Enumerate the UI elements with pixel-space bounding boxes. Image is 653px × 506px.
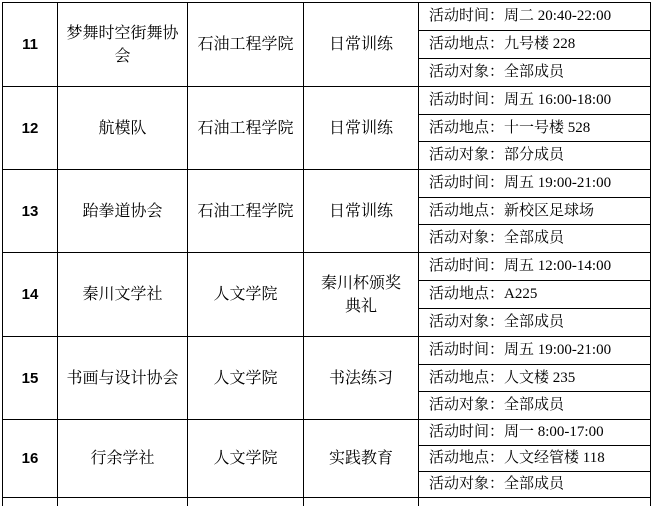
activity-place-label: 活动地点： bbox=[429, 286, 505, 302]
activity-time-label: 活动时间： bbox=[429, 8, 505, 24]
activity-target-value: 部分成员 bbox=[504, 147, 565, 164]
activity-place-row bbox=[419, 31, 650, 59]
activity-place-value: 新校区足球场 bbox=[504, 202, 595, 219]
activity-target-row bbox=[419, 142, 650, 169]
table-row bbox=[3, 3, 651, 87]
activity-details bbox=[419, 3, 651, 87]
activity-time-label: 活动时间： bbox=[429, 424, 505, 440]
activity-place-label: 活动地点： bbox=[429, 369, 505, 386]
activity-place-row bbox=[419, 365, 650, 393]
activity-target-row bbox=[419, 59, 650, 86]
activity-type: 秦川杯颁奖典礼 bbox=[304, 253, 419, 337]
table-row bbox=[3, 253, 651, 337]
table-row-partial bbox=[3, 498, 651, 506]
college-name: 石油工程学院 bbox=[188, 87, 304, 170]
activity-time-value: 周五 16:00-18:00 bbox=[504, 91, 612, 108]
activity-place-label: 活动地点： bbox=[429, 119, 505, 136]
activity-time-label: 活动时间： bbox=[429, 341, 505, 358]
activity-type: 日常训练 bbox=[304, 3, 419, 87]
activity-time-value: 周二 20:40-22:00 bbox=[504, 8, 612, 24]
activity-place-label: 活动地点： bbox=[429, 202, 505, 219]
activity-place-label: 活动地点： bbox=[429, 36, 505, 52]
college-name: 人文学院 bbox=[188, 253, 304, 337]
activity-details bbox=[419, 170, 651, 253]
row-number: 15 bbox=[3, 337, 58, 420]
activity-place-value: 十一号楼 528 bbox=[504, 119, 591, 136]
activity-time-label: 活动时间： bbox=[429, 91, 505, 108]
club-name: 跆拳道协会 bbox=[58, 170, 188, 253]
activity-target-label: 活动对象： bbox=[429, 314, 505, 330]
activity-details bbox=[419, 87, 651, 170]
activity-type: 日常训练 bbox=[304, 87, 419, 170]
activity-type: 日常训练 bbox=[304, 170, 419, 253]
activity-target-row bbox=[419, 225, 650, 252]
activity-details bbox=[419, 420, 651, 498]
activity-place-value: 九号楼 228 bbox=[504, 36, 576, 52]
activity-time-value: 周五 19:00-21:00 bbox=[504, 174, 612, 191]
club-name: 梦舞时空街舞协会 bbox=[58, 3, 188, 87]
row-number: 14 bbox=[3, 253, 58, 337]
activity-target-label: 活动对象： bbox=[429, 476, 505, 492]
activity-place-label: 活动地点： bbox=[429, 450, 505, 466]
club-name: 行余学社 bbox=[58, 420, 188, 498]
activity-time-value: 周一 8:00-17:00 bbox=[504, 424, 604, 440]
activity-time-row bbox=[419, 253, 650, 281]
activity-time-row bbox=[419, 337, 650, 365]
activity-time-row bbox=[419, 170, 650, 198]
table-row bbox=[3, 170, 651, 253]
activity-time-label: 活动时间： bbox=[429, 258, 505, 274]
activity-target-label: 活动对象： bbox=[429, 397, 505, 414]
activity-target-value: 全部成员 bbox=[504, 64, 565, 80]
table-row bbox=[3, 337, 651, 420]
activity-place-row bbox=[419, 446, 650, 472]
activity-time-value: 周五 12:00-14:00 bbox=[504, 258, 612, 274]
activity-place-row bbox=[419, 115, 650, 143]
college-name: 人文学院 bbox=[188, 337, 304, 420]
activity-target-row bbox=[419, 309, 650, 336]
row-number: 11 bbox=[3, 3, 58, 87]
activity-time-row bbox=[419, 3, 650, 31]
table-row bbox=[3, 420, 651, 498]
activity-place-value: 人文经管楼 118 bbox=[504, 450, 605, 466]
table-row bbox=[3, 87, 651, 170]
activity-target-value: 全部成员 bbox=[504, 230, 565, 247]
activity-target-row bbox=[419, 472, 650, 497]
activity-place-row bbox=[419, 198, 650, 226]
activity-place-row bbox=[419, 281, 650, 309]
row-number: 12 bbox=[3, 87, 58, 170]
club-activity-table bbox=[2, 2, 651, 506]
row-number: 13 bbox=[3, 170, 58, 253]
club-name: 航模队 bbox=[58, 87, 188, 170]
activity-details bbox=[419, 337, 651, 420]
college-name: 石油工程学院 bbox=[188, 170, 304, 253]
activity-time-row bbox=[419, 87, 650, 115]
club-name: 秦川文学社 bbox=[58, 253, 188, 337]
activity-target-label: 活动对象： bbox=[429, 147, 505, 164]
row-number: 16 bbox=[3, 420, 58, 498]
club-name: 书画与设计协会 bbox=[58, 337, 188, 420]
activity-target-row bbox=[419, 392, 650, 419]
activity-target-value: 全部成员 bbox=[504, 476, 565, 492]
activity-time-value: 周五 19:00-21:00 bbox=[504, 341, 612, 358]
activity-target-value: 全部成员 bbox=[504, 314, 565, 330]
activity-details bbox=[419, 253, 651, 337]
activity-time-label: 活动时间： bbox=[429, 174, 505, 191]
activity-target-label: 活动对象： bbox=[429, 64, 505, 80]
activity-place-value: A225 bbox=[504, 286, 538, 302]
college-name: 石油工程学院 bbox=[188, 3, 304, 87]
college-name: 人文学院 bbox=[188, 420, 304, 498]
activity-time-row bbox=[419, 420, 650, 446]
activity-target-value: 全部成员 bbox=[504, 397, 565, 414]
activity-type: 书法练习 bbox=[304, 337, 419, 420]
activity-target-label: 活动对象： bbox=[429, 230, 505, 247]
activity-type: 实践教育 bbox=[304, 420, 419, 498]
activity-place-value: 人文楼 235 bbox=[504, 369, 576, 386]
